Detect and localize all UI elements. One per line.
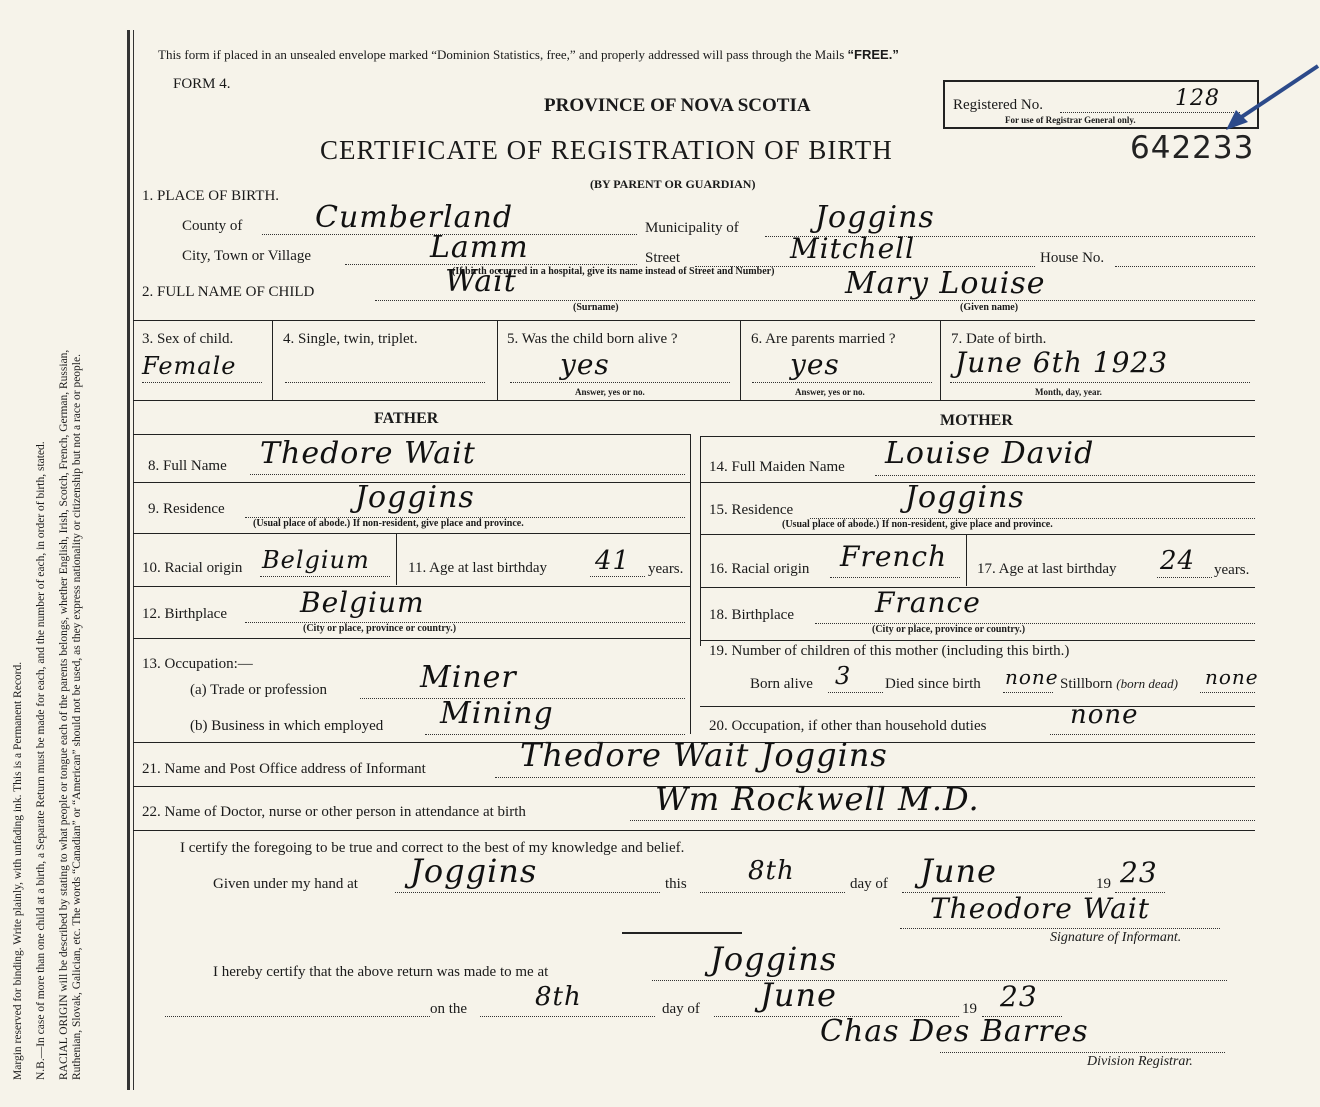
margin-note-4: Ruthenian, Slovak, Galician, etc. The words “Canadian” or “American” should not be used, as they express nationality or citizenship but not a race or people. [71, 354, 83, 1080]
mother-race-label: 16. Racial origin [709, 561, 810, 577]
city-value: Lamm [430, 230, 529, 265]
born-alive-value: 3 [835, 662, 852, 690]
dob-label: 7. Date of birth. [951, 331, 1047, 347]
child-given-name: Mary Louise [845, 266, 1046, 301]
separator-line [622, 932, 742, 934]
father-birthplace-caption: (City or place, province or country.) [303, 623, 457, 634]
informant-signature: Theodore Wait [930, 892, 1151, 925]
mother-occupation-label: 20. Occupation, if other than household duties [709, 718, 987, 734]
left-border [127, 30, 130, 1090]
margin-notes [10, 40, 125, 1080]
father-years: years. [648, 561, 684, 577]
mother-heading: MOTHER [940, 412, 1013, 429]
municipality-label: Municipality of [645, 220, 739, 236]
mother-residence: Joggins [905, 480, 1025, 515]
arrow-mark [1222, 60, 1320, 132]
given-day: 8th [748, 856, 795, 886]
county-value: Cumberland [315, 200, 514, 235]
stillborn-value: none [1205, 665, 1259, 689]
dob-value: June 6th 1923 [955, 346, 1169, 379]
page-title: CERTIFICATE OF REGISTRATION OF BIRTH [320, 135, 893, 165]
margin-note-2: N.B.—In case of more than one child at a birth, a Separate Return must be made for each, and the number of each, in order of birth, stated. [35, 441, 47, 1080]
child-name-label: 2. FULL NAME OF CHILD [142, 284, 315, 300]
father-business: Mining [440, 696, 554, 731]
informant-caption: Signature of Informant. [1050, 930, 1182, 945]
margin-note-3: RACIAL ORIGIN will be described by stating to what people or tongue each of the parents belongs, whether English, Irish, Scotch, French, German, Russian, [58, 349, 70, 1080]
doctor-value: Wm Rockwell M.D. [655, 780, 980, 818]
this-label: this [665, 876, 687, 892]
mail-notice: This form if placed in an unsealed envelope marked “Dominion Statistics, free,” and properly addressed will pass through the Mails “FREE.” [158, 47, 899, 62]
child-surname: Wait [445, 264, 517, 299]
registered-label: Registered No. [953, 97, 1043, 113]
hospital-note: (If birth occurred in a hospital, give its name instead of Street and Number) [452, 266, 775, 277]
father-business-label: (b) Business in which employed [190, 718, 384, 734]
form-number: FORM 4. [173, 76, 231, 92]
mother-age: 24 [1160, 546, 1196, 576]
given-day-of: day of [850, 876, 888, 892]
doctor-label: 22. Name of Doctor, nurse or other person in attendance at birth [142, 804, 526, 820]
on-the-label: on the [430, 1001, 468, 1017]
mother-residence-label: 15. Residence [709, 502, 794, 518]
father-residence-label: 9. Residence [148, 501, 225, 517]
married-label: 6. Are parents married ? [751, 331, 896, 347]
mother-birthplace-label: 18. Birthplace [709, 607, 794, 623]
born-alive-label: Born alive [750, 676, 813, 692]
certify-statement: I certify the foregoing to be true and correct to the best of my knowledge and belief. [180, 840, 685, 856]
registrar-place: Joggins [710, 940, 838, 978]
municipality-value: Joggins [815, 200, 935, 235]
registrar-month: June [760, 976, 837, 1014]
registrar-note: For use of Registrar General only. [1005, 115, 1136, 125]
father-age-label: 11. Age at last birthday [408, 560, 547, 576]
father-name: Thedore Wait [260, 436, 476, 471]
mother-birthplace-caption: (City or place, province or country.) [872, 624, 1026, 635]
father-race-label: 10. Racial origin [142, 560, 243, 576]
alive-label: 5. Was the child born alive ? [507, 331, 678, 347]
registrar-year: 23 [1000, 980, 1038, 1013]
street-value: Mitchell [790, 232, 916, 265]
father-heading: FATHER [374, 410, 439, 427]
died-label: Died since birth [885, 676, 981, 692]
province-heading: PROVINCE OF NOVA SCOTIA [544, 95, 811, 116]
given-year-prefix: 19 [1096, 876, 1111, 892]
married-caption: Answer, yes or no. [795, 387, 865, 397]
alive-value: yes [560, 348, 610, 381]
married-value: yes [790, 348, 840, 381]
given-month: June [920, 852, 997, 890]
registrar-day: 8th [535, 982, 582, 1012]
registrar-signature: Chas Des Barres [820, 1014, 1089, 1049]
informant-label: 21. Name and Post Office address of Informant [142, 761, 426, 777]
father-name-label: 8. Full Name [148, 458, 227, 474]
county-label: County of [182, 218, 243, 234]
surname-caption: (Surname) [573, 302, 619, 313]
father-age: 41 [595, 546, 631, 576]
father-race: Belgium [262, 546, 370, 574]
father-birthplace-label: 12. Birthplace [142, 606, 227, 622]
given-year: 23 [1120, 856, 1158, 889]
mother-occupation: none [1070, 700, 1139, 730]
mother-residence-caption: (Usual place of abode.) If non-resident, give place and province. [782, 519, 1053, 530]
left-border-inner [133, 30, 134, 1090]
informant-value: Thedore Wait Joggins [520, 736, 888, 774]
sex-value: Female [142, 352, 237, 380]
stamped-number: 642233 [1130, 130, 1255, 166]
father-occupation-label: 13. Occupation:— [142, 656, 253, 672]
given-caption: (Given name) [960, 302, 1019, 313]
sex-label: 3. Sex of child. [142, 331, 234, 347]
mother-race: French [840, 540, 948, 573]
city-label: City, Town or Village [182, 248, 312, 264]
stillborn-label: Stillborn (born dead) [1060, 676, 1179, 692]
page-subtitle: (BY PARENT OR GUARDIAN) [590, 177, 756, 191]
mother-name: Louise David [885, 436, 1095, 471]
father-birthplace: Belgium [300, 586, 425, 619]
registrar-statement: I hereby certify that the above return was made to me at [213, 964, 549, 980]
father-trade-label: (a) Trade or profession [190, 682, 328, 698]
father-residence: Joggins [355, 480, 475, 515]
registered-value: 128 [1175, 86, 1220, 111]
registrar-caption: Division Registrar. [1087, 1054, 1193, 1069]
given-label: Given under my hand at [213, 876, 358, 892]
mother-age-label: 17. Age at last birthday [977, 561, 1117, 577]
house-label: House No. [1040, 250, 1105, 266]
mother-name-label: 14. Full Maiden Name [709, 459, 845, 475]
died-value: none [1005, 665, 1059, 689]
father-trade: Miner [420, 660, 517, 695]
mother-children-label: 19. Number of children of this mother (including this birth.) [709, 643, 1070, 659]
place-of-birth-label: 1. PLACE OF BIRTH. [142, 188, 280, 204]
alive-caption: Answer, yes or no. [575, 387, 645, 397]
father-residence-caption: (Usual place of abode.) If non-resident, give place and province. [253, 518, 524, 529]
given-place: Joggins [410, 852, 538, 890]
dob-caption: Month, day, year. [1035, 387, 1102, 397]
multiple-label: 4. Single, twin, triplet. [283, 331, 418, 347]
mother-birthplace: France [875, 586, 981, 619]
street-label: Street [645, 250, 680, 266]
mother-years: years. [1214, 562, 1250, 578]
margin-note-1: Margin reserved for binding. Write plainly, with unfading ink. This is a Permanent Record. [12, 661, 24, 1080]
registrar-year-prefix: 19 [962, 1001, 977, 1017]
registrar-day-of: day of [662, 1001, 700, 1017]
